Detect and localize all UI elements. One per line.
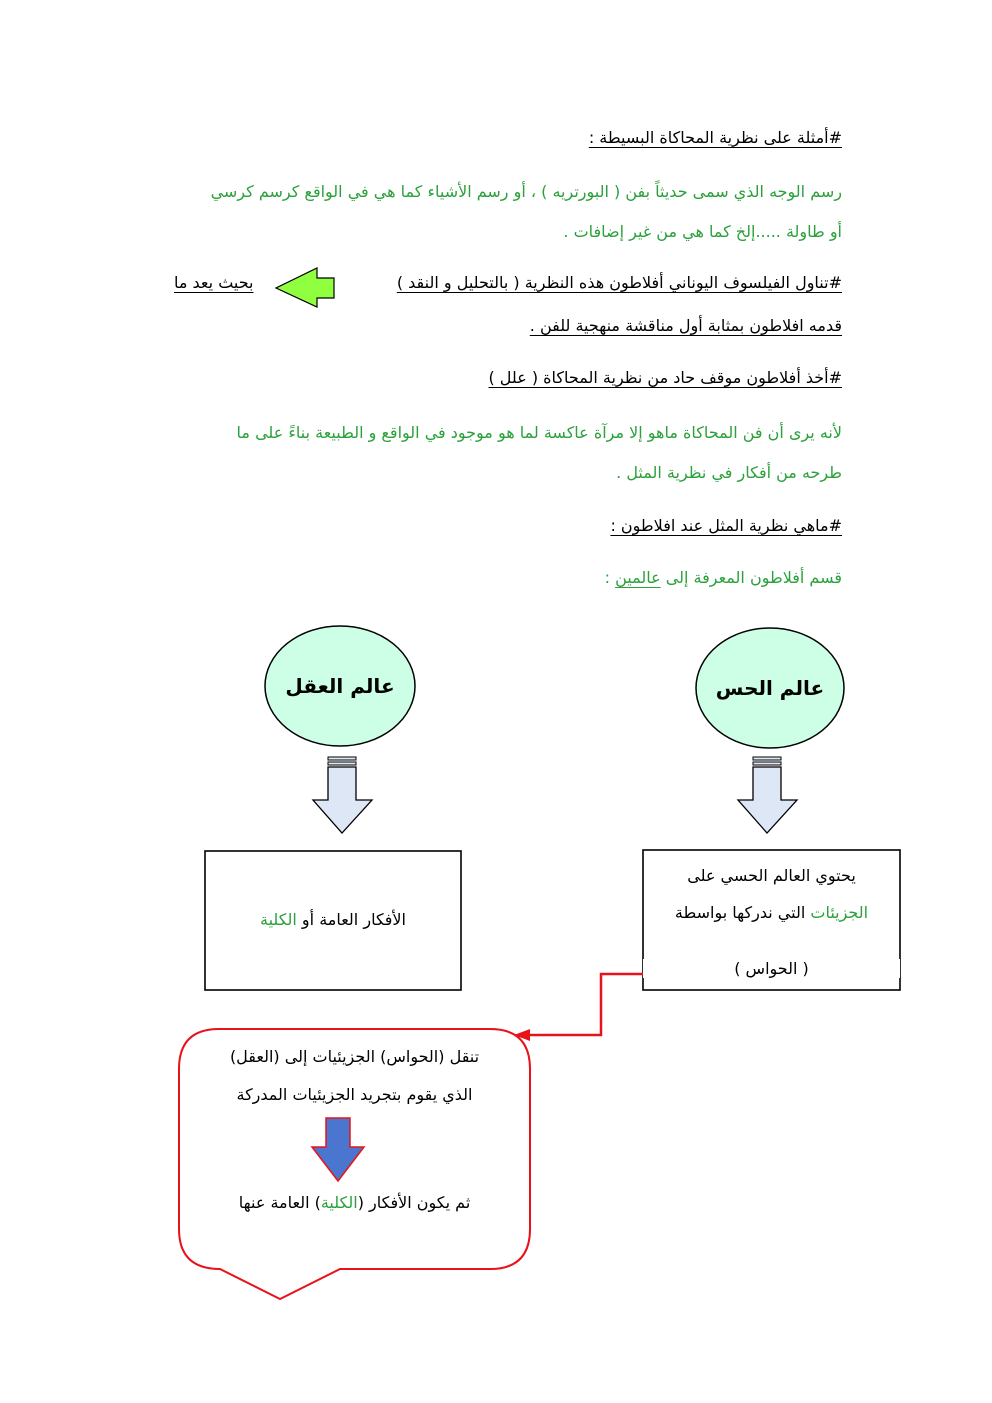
heading-plato-line2: قدمه افلاطون بمثابة أول مناقشة منهجية للفن . — [529, 316, 842, 335]
callout-line-3 — [179, 1193, 530, 1212]
callout-line-3-after: ) العامة عنها — [238, 1193, 321, 1212]
label-mind-world: عالم العقل — [285, 674, 395, 698]
division-worlds-word: عالمين — [615, 568, 661, 587]
box-sense-line-2-rest: التي ندركها بواسطة — [674, 903, 811, 922]
callout-universal: الكلية — [320, 1193, 358, 1212]
heading-plato-part2: بحيث يعد ما — [174, 273, 254, 292]
down-arrow-mind-icon — [313, 757, 372, 833]
callout-line-1: تنقل (الحواس) الجزيئيات إلى (العقل) — [229, 1047, 480, 1066]
left-arrow-icon — [276, 268, 334, 307]
callout-line-2: الذي يقوم بتجريد الجزيئيات المدركة — [236, 1085, 473, 1104]
box-sense-particulars: الجزيئات — [810, 903, 869, 922]
reason-line-2: طرحه من أفكار في نظرية المثل . — [616, 463, 842, 482]
division-suffix: : — [604, 568, 616, 587]
box-mind-universal: الكلية — [259, 910, 297, 929]
box-sense-line-1: يحتوي العالم الحسي على — [687, 866, 856, 885]
box-sense-line-3: ( الحواس ) — [643, 959, 900, 978]
division-prefix: قسم أفلاطون المعرفة إلى — [660, 568, 842, 587]
box-sense-line-2 — [643, 903, 900, 922]
reason-line-1: لأنه يرى أن فن المحاكاة ماهو إلا مرآة عاكسة لما هو موجود في الواقع و الطبيعة بناءً على ما — [236, 423, 842, 442]
example-line-1: رسم الوجه الذي سمى حديثاً بفن ( البورتريه ) ، أو رسم الأشياء كما هي في الواقع كرسم كرسي — [210, 182, 842, 201]
box-mind-general-ideas: الأفكار العامة أو — [296, 910, 406, 929]
box-mind-text — [205, 910, 461, 929]
callout-line-3-before: ثم يكون الأفكار ( — [357, 1193, 471, 1212]
heading-plato-part1: #تناول الفيلسوف اليوناني أفلاطون هذه النظرية ( بالتحليل و النقد ) — [396, 273, 842, 292]
down-arrow-sense-icon — [738, 757, 797, 833]
label-sense-world: عالم الحس — [715, 676, 825, 700]
heading-examples: #أمثلة على نظرية المحاكاة البسيطة : — [588, 128, 842, 147]
heading-theory-of-forms: #ماهي نظرية المثل عند افلاطون : — [610, 516, 842, 535]
heading-plato-stance: #أخذ أفلاطون موقف حاد من نظرية المحاكاة ( علل ) — [488, 368, 842, 387]
callout-bubble — [179, 1029, 530, 1299]
example-line-2: أو طاولة .....إلخ كما هي من غير إضافات . — [563, 222, 842, 241]
